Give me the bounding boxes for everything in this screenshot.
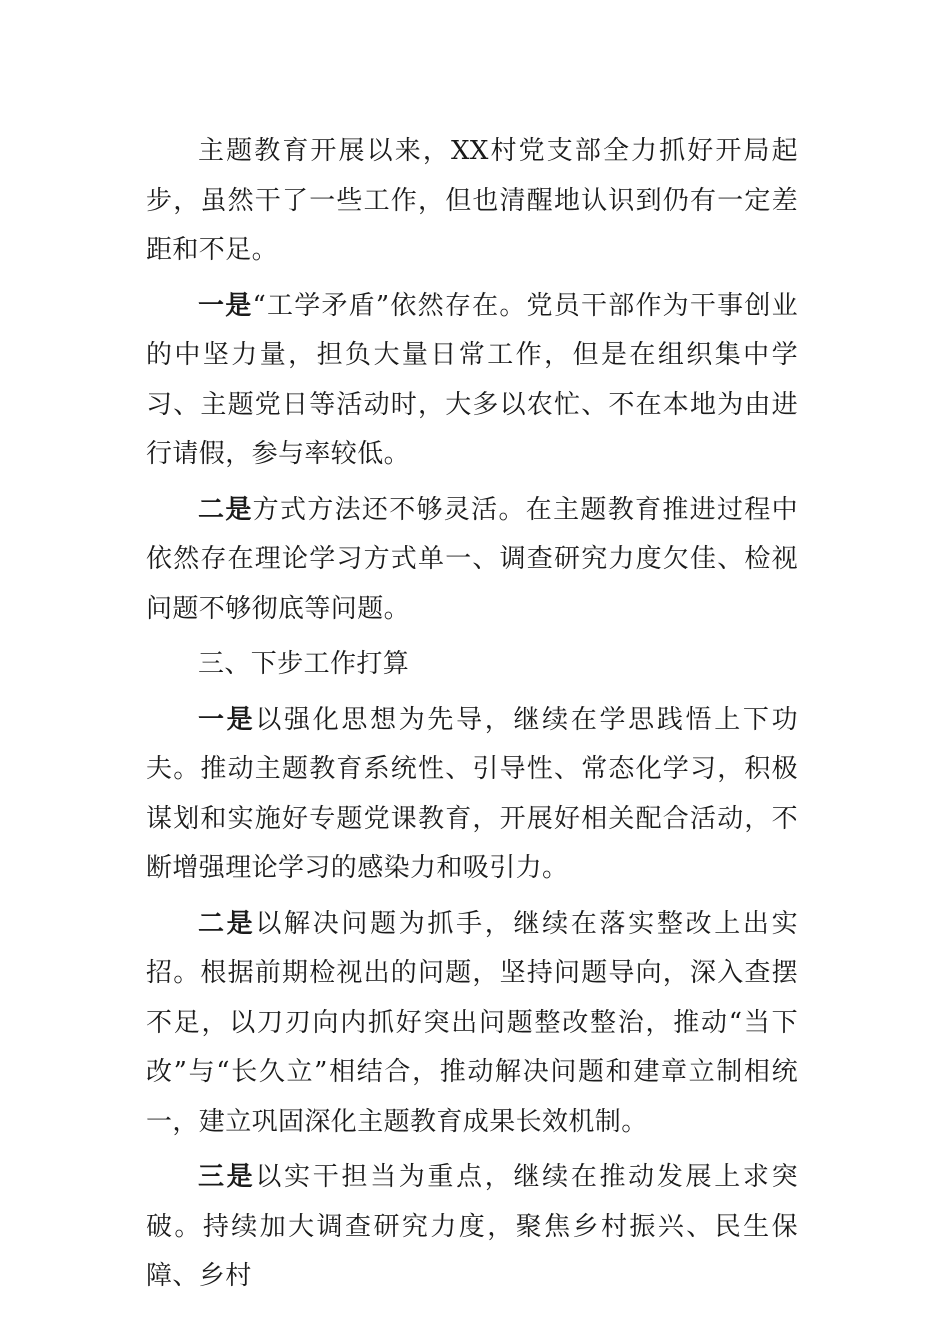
problem-2-text: 方式方法还不够灵活。在主题教育推进过程中依然存在理论学习方式单一、调查研究力度欠佳、检视问题不够彻底等问题。 (146, 494, 798, 624)
plan-1-lead: 一是 (198, 704, 256, 735)
plan-2-lead: 二是 (198, 908, 256, 939)
problem-paragraph-2 (146, 486, 798, 635)
problem-paragraph-1 (146, 282, 798, 480)
document-body (146, 127, 798, 1308)
plan-paragraph-2 (146, 900, 798, 1148)
plan-paragraph-3 (146, 1153, 798, 1302)
intro-paragraph (146, 127, 798, 276)
plan-3-text: 以实干担当为重点，继续在推动发展上求突破。持续加大调查研究力度，聚焦乡村振兴、民生保障、乡村 (146, 1162, 798, 1291)
plan-3-lead: 三是 (198, 1162, 256, 1192)
plan-1-text: 以强化思想为先导，继续在学思践悟上下功夫。推动主题教育系统性、引导性、常态化学习，积极谋划和实施好专题党课教育，开展好相关配合活动，不断增强理论学习的感染力和吸引力。 (146, 704, 798, 883)
section-heading (146, 640, 798, 690)
intro-text: 主题教育开展以来，XX村党支部全力抓好开局起步，虽然干了一些工作，但也清醒地认识到仍有一定差距和不足。 (146, 136, 798, 265)
plan-paragraph-1 (146, 696, 798, 894)
section-3-heading: 三、下步工作打算 (198, 649, 410, 679)
problem-2-lead: 二是 (198, 494, 253, 525)
problem-1-lead: 一是 (198, 290, 253, 321)
problem-1-text: “工学矛盾”依然存在。党员干部作为干事创业的中坚力量，担负大量日常工作，但是在组织集中学习、主题党日等活动时，大多以农忙、不在本地为由进行请假，参与率较低。 (146, 290, 798, 469)
plan-2-text: 以解决问题为抓手，继续在落实整改上出实招。根据前期检视出的问题，坚持问题导向，深入查摆不足，以刀刃向内抓好突出问题整改整治，推动“当下改”与“长久立”相结合，推动解决问题和建章立制相统一，建立巩固深化主题教育成果长效机制。 (146, 908, 798, 1137)
